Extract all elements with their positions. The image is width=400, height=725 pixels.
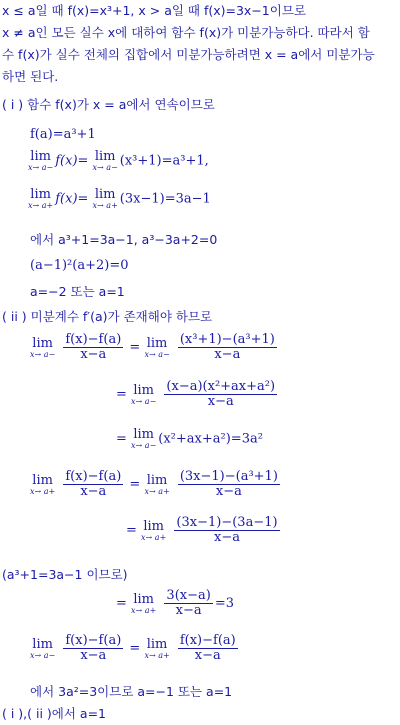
lim-operator: lim x→ a− bbox=[92, 149, 118, 172]
text-line-4: 하면 된다. bbox=[2, 69, 59, 84]
one-sided-derivatives-equal: lim x→ a− $\frac{f(x)-f(a)}{x-a}$ = lim x→ a+ $\frac{f(x)-f(a)}{x-a}$ bbox=[30, 633, 236, 663]
text-line-1: x ≤ a일 때 f(x)=x³+1, x > a일 때 f(x)=3x−1이므로 bbox=[2, 3, 306, 18]
conclusion-line: ( i ),( ii )에서 a=1 bbox=[2, 706, 107, 721]
left-derivative-line-3: = lim x→ a− (x²+ax+a²)=3a² bbox=[116, 427, 263, 450]
text-line-3: 수 f(x)가 실수 전체의 집합에서 미분가능하려면 x = a에서 미분가능 bbox=[2, 47, 375, 62]
difference-quotient: $\frac{f(x)-f(a)}{x-a}$ bbox=[65, 332, 122, 362]
cubic-equation-line: 에서 a³+1=3a−1, a³−3a+2=0 bbox=[30, 232, 218, 247]
lim-operator: lim x→ a+ bbox=[28, 187, 54, 210]
left-derivative-line-2: = lim x→ a− $\frac{\text{(x−a)(x²+ax+a²)}}{x-a}$ bbox=[116, 379, 276, 409]
step-ii-heading: ( ii ) 미분계수 f′(a)가 존재해야 하므로 bbox=[2, 309, 213, 324]
right-derivative-line-1: lim x→ a+ $\frac{f(x)-f(a)}{x-a}$ = lim x→ a+ $\frac{\text{(3x−1)−(a³+1)}}{x-a}$ bbox=[30, 469, 278, 499]
derivative-solution-line: 에서 3a²=3이므로 a=−1 또는 a=1 bbox=[30, 684, 233, 699]
left-derivative-line-1: lim x→ a− $\frac{f(x)-f(a)}{x-a}$ = lim x→ a− $\frac{\text{(x³+1)−(a³+1)}}{x-a}$ bbox=[30, 332, 275, 362]
f-of-a-equation: f(a)=a³+1 bbox=[30, 127, 96, 142]
since-note: (a³+1=3a−1 이므로) bbox=[2, 567, 128, 582]
left-limit-line: lim x→ a− f(x)= lim x→ a− (x³+1)=a³+1, bbox=[28, 149, 209, 172]
solutions-line: a=−2 또는 a=1 bbox=[30, 284, 125, 299]
right-limit-line: lim x→ a+ f(x)= lim x→ a+ (3x−1)=3a−1 bbox=[28, 187, 211, 210]
lim-operator: lim x→ a+ bbox=[92, 187, 118, 210]
lim-operator: lim x→ a− bbox=[28, 149, 54, 172]
step-i-heading: ( i ) 함수 f(x)가 x = a에서 연속이므로 bbox=[2, 97, 215, 112]
right-derivative-line-3: = lim x→ a+ $\frac{3(x-a)}{x-a}$ =3 bbox=[116, 588, 234, 618]
right-derivative-line-2: = lim x→ a+ $\frac{(3x-1)-(3a-1)}{x-a}$ bbox=[126, 515, 278, 545]
text-line-2: x ≠ a인 모든 실수 x에 대하여 함수 f(x)가 미분가능하다. 따라서 함 bbox=[2, 25, 370, 40]
factored-equation: (a−1)²(a+2)=0 bbox=[30, 258, 129, 273]
